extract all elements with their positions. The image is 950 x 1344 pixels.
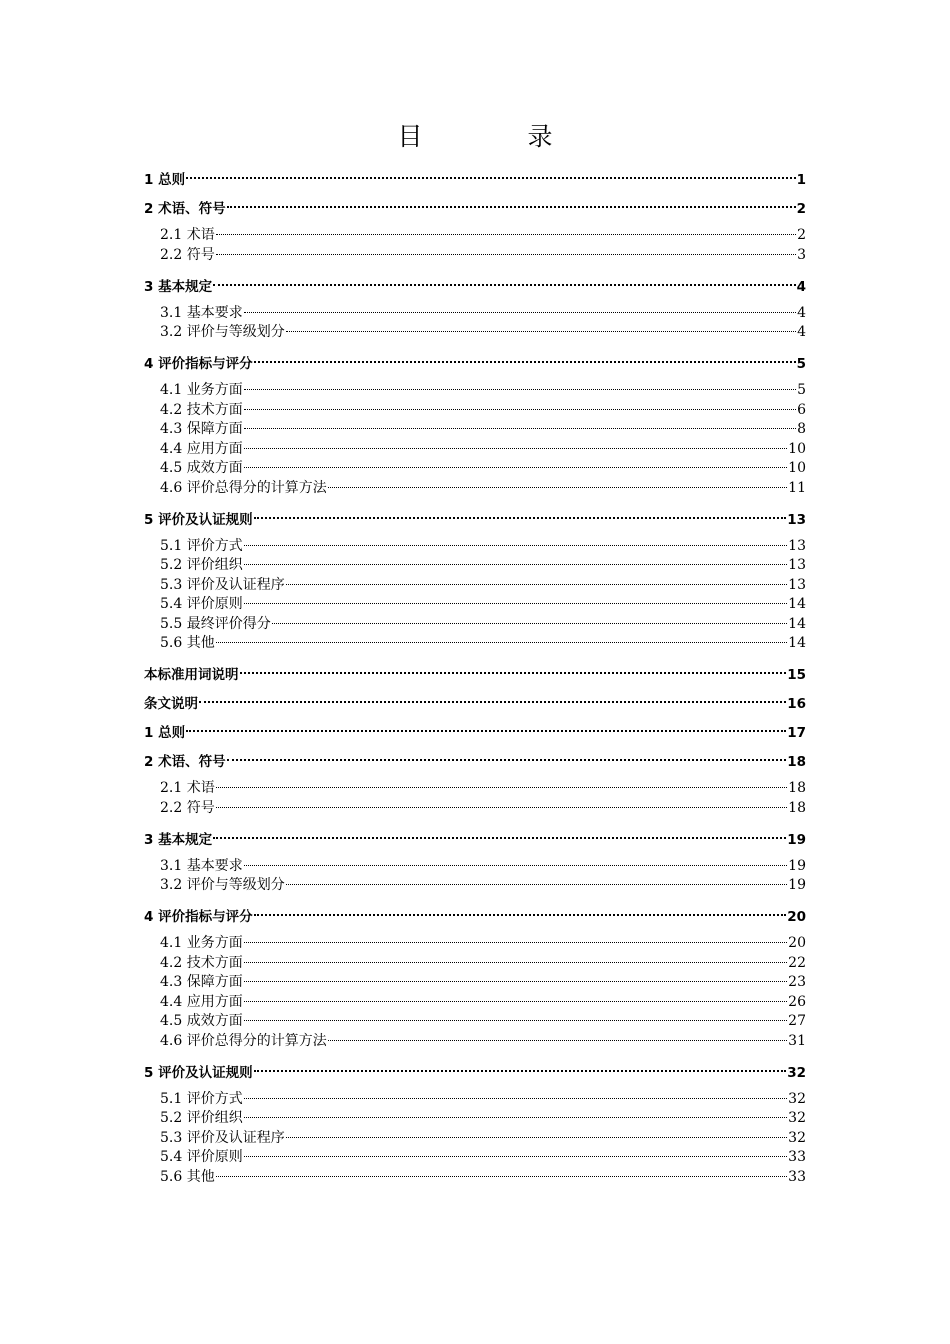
- toc-section-entry[interactable]: [144, 876, 806, 905]
- toc-entry-label: 4.6 评价总得分的计算方法: [160, 1032, 327, 1049]
- toc-entry-page-number: 4: [796, 278, 806, 295]
- dot-leader: [216, 642, 787, 643]
- toc-entry-label: 5.4 评价原则: [160, 1149, 243, 1165]
- toc-entry-page-number: 14: [788, 596, 806, 612]
- toc-entry-label: 1 总则: [144, 172, 186, 188]
- toc-section-entry[interactable]: [144, 1012, 806, 1032]
- toc-chapter-entry[interactable]: [144, 828, 806, 857]
- dot-leader: [244, 1098, 787, 1099]
- toc-entry-page-number: 27: [788, 1013, 806, 1029]
- toc-entry-page-number: 22: [788, 954, 806, 971]
- toc-entry-page-number: 32: [788, 1090, 806, 1107]
- toc-entry-page-number: 20: [787, 909, 806, 925]
- toc-entry-label: 5.3 评价及认证程序: [160, 1129, 285, 1146]
- toc-entry-page-number: 4: [797, 324, 806, 340]
- toc-entry-label: 4.5 成效方面: [160, 1013, 243, 1029]
- toc-entry-label: 4.5 成效方面: [160, 460, 243, 476]
- toc-entry-label: 5 评价及认证规则: [144, 511, 253, 528]
- toc-entry-page-number: 18: [788, 780, 806, 796]
- toc-entry-page-number: 32: [788, 1129, 806, 1146]
- dot-leader: [244, 428, 796, 429]
- toc-entry-page-number: 1: [796, 172, 806, 188]
- dot-leader: [254, 517, 787, 519]
- dot-leader: [244, 448, 787, 449]
- toc-entry-label: 4.6 评价总得分的计算方法: [160, 479, 327, 496]
- dot-leader: [244, 981, 787, 982]
- toc-entry-page-number: 13: [788, 576, 806, 593]
- dot-leader: [216, 1176, 787, 1177]
- dot-leader: [244, 962, 787, 963]
- toc-section-entry[interactable]: [144, 857, 806, 877]
- toc-section-entry[interactable]: [144, 595, 806, 615]
- toc-entry-page-number: 33: [788, 1149, 806, 1165]
- toc-entry-page-number: 13: [788, 537, 806, 554]
- toc-entry-page-number: 4: [797, 304, 806, 321]
- toc-entry-page-number: 2: [796, 201, 806, 217]
- dot-leader: [213, 284, 796, 286]
- toc-section-entry[interactable]: [144, 556, 806, 576]
- toc-section-entry[interactable]: [144, 459, 806, 479]
- dot-leader: [244, 389, 796, 390]
- dot-leader: [286, 584, 787, 585]
- toc-entry-page-number: 16: [787, 696, 806, 712]
- toc-entry-page-number: 15: [787, 667, 806, 683]
- dot-leader: [216, 234, 796, 235]
- toc-entry-label: 3 基本规定: [144, 831, 213, 848]
- toc-entry-page-number: 17: [787, 725, 806, 741]
- dot-leader: [227, 206, 796, 208]
- toc-chapter-entry[interactable]: [144, 721, 806, 750]
- toc-entry-label: 2 术语、符号: [144, 754, 226, 770]
- toc-entry-label: 1 总则: [144, 725, 186, 741]
- toc-section-entry[interactable]: [144, 479, 806, 508]
- dot-leader: [254, 914, 787, 916]
- toc-entry-label: 4 评价指标与评分: [144, 356, 253, 372]
- toc-entry-label: 4.4 应用方面: [160, 993, 243, 1010]
- dot-leader: [244, 1001, 787, 1002]
- toc-entry-label: 3.2 评价与等级划分: [160, 877, 285, 893]
- toc-entry-label: 4.3 保障方面: [160, 974, 243, 990]
- toc-entry-label: 2.1 术语: [160, 780, 215, 796]
- dot-leader: [244, 865, 787, 866]
- dot-leader: [244, 545, 787, 546]
- toc-section-entry[interactable]: [144, 304, 806, 324]
- toc-entry-label: 条文说明: [144, 696, 198, 712]
- dot-leader: [216, 254, 796, 255]
- toc-entry-label: 本标准用词说明: [144, 667, 239, 683]
- dot-leader: [254, 1070, 787, 1072]
- toc-entry-page-number: 32: [788, 1110, 806, 1126]
- toc-entry-label: 4 评价指标与评分: [144, 909, 253, 925]
- toc-chapter-entry[interactable]: [144, 750, 806, 779]
- toc-entry-label: 5.6 其他: [160, 1168, 215, 1185]
- dot-leader: [328, 1040, 787, 1041]
- dot-leader: [216, 807, 787, 808]
- toc-section-entry[interactable]: [144, 1109, 806, 1129]
- toc-entry-page-number: 13: [787, 511, 806, 528]
- dot-leader: [244, 942, 787, 943]
- toc-section-entry[interactable]: [144, 537, 806, 557]
- toc-entry-label: 5.4 评价原则: [160, 596, 243, 612]
- toc-section-entry[interactable]: [144, 420, 806, 440]
- table-of-contents: [144, 168, 806, 1197]
- toc-section-entry[interactable]: [144, 1032, 806, 1061]
- dot-leader: [186, 730, 786, 732]
- toc-entry-label: 5.1 评价方式: [160, 537, 243, 554]
- toc-entry-label: 4.1 业务方面: [160, 935, 243, 951]
- toc-section-entry[interactable]: [144, 615, 806, 635]
- toc-entry-label: 4.1 业务方面: [160, 382, 243, 398]
- toc-entry-page-number: 26: [788, 993, 806, 1010]
- toc-entry-label: 4.2 技术方面: [160, 954, 243, 971]
- dot-leader: [240, 672, 787, 674]
- toc-entry-page-number: 10: [788, 460, 806, 476]
- toc-entry-label: 3.1 基本要求: [160, 304, 243, 321]
- toc-chapter-entry[interactable]: [144, 1061, 806, 1090]
- toc-section-entry[interactable]: [144, 576, 806, 596]
- toc-entry-label: 3.1 基本要求: [160, 857, 243, 874]
- dot-leader: [244, 1020, 787, 1021]
- toc-entry-page-number: 8: [797, 421, 806, 437]
- toc-entry-label: 4.4 应用方面: [160, 440, 243, 457]
- toc-entry-page-number: 18: [787, 754, 806, 770]
- toc-entry-page-number: 11: [788, 479, 806, 496]
- toc-entry-label: 5 评价及认证规则: [144, 1064, 253, 1081]
- toc-entry-label: 5.3 评价及认证程序: [160, 576, 285, 593]
- toc-entry-label: 4.3 保障方面: [160, 421, 243, 437]
- toc-section-entry[interactable]: [144, 779, 806, 799]
- toc-entry-page-number: 19: [788, 857, 806, 874]
- toc-entry-page-number: 14: [788, 635, 806, 651]
- dot-leader: [272, 623, 787, 624]
- dot-leader: [244, 312, 796, 313]
- toc-entry-page-number: 33: [788, 1168, 806, 1185]
- toc-section-entry[interactable]: [144, 1129, 806, 1149]
- toc-entry-page-number: 6: [797, 401, 806, 418]
- toc-chapter-entry[interactable]: [144, 168, 806, 197]
- toc-entry-label: 2.2 符号: [160, 246, 215, 263]
- toc-entry-label: 5.1 评价方式: [160, 1090, 243, 1107]
- toc-section-entry[interactable]: [144, 993, 806, 1013]
- toc-chapter-entry[interactable]: [144, 692, 806, 721]
- toc-section-entry[interactable]: [144, 381, 806, 401]
- dot-leader: [244, 1156, 787, 1157]
- toc-entry-label: 3.2 评价与等级划分: [160, 324, 285, 340]
- toc-entry-page-number: 19: [788, 877, 806, 893]
- dot-leader: [244, 467, 787, 468]
- toc-entry-label: 2.2 符号: [160, 799, 215, 816]
- toc-section-entry[interactable]: [144, 799, 806, 828]
- toc-section-entry[interactable]: [144, 323, 806, 352]
- toc-entry-page-number: 20: [788, 935, 806, 951]
- toc-section-entry[interactable]: [144, 973, 806, 993]
- toc-section-entry[interactable]: [144, 954, 806, 974]
- toc-section-entry[interactable]: [144, 1090, 806, 1110]
- toc-chapter-entry[interactable]: [144, 663, 806, 692]
- toc-entry-page-number: 5: [797, 382, 806, 398]
- toc-entry-label: 4.2 技术方面: [160, 401, 243, 418]
- dot-leader: [244, 564, 787, 565]
- toc-section-entry[interactable]: [144, 246, 806, 275]
- dot-leader: [227, 759, 787, 761]
- toc-entry-label: 2.1 术语: [160, 227, 215, 243]
- toc-entry-page-number: 23: [788, 974, 806, 990]
- dot-leader: [186, 177, 796, 179]
- toc-entry-label: 3 基本规定: [144, 278, 213, 295]
- dot-leader: [199, 701, 786, 703]
- toc-entry-page-number: 32: [787, 1064, 806, 1081]
- dot-leader: [286, 884, 787, 885]
- toc-chapter-entry[interactable]: [144, 905, 806, 934]
- dot-leader: [244, 409, 796, 410]
- toc-entry-page-number: 5: [796, 356, 806, 372]
- toc-entry-page-number: 3: [797, 246, 806, 263]
- dot-leader: [216, 787, 787, 788]
- toc-entry-label: 5.2 评价组织: [160, 1110, 243, 1126]
- toc-section-entry[interactable]: [144, 401, 806, 421]
- dot-leader: [286, 331, 796, 332]
- toc-entry-label: 5.2 评价组织: [160, 557, 243, 573]
- toc-section-entry[interactable]: [144, 1168, 806, 1197]
- dot-leader: [286, 1137, 787, 1138]
- toc-section-entry[interactable]: [144, 934, 806, 954]
- dot-leader: [213, 837, 786, 839]
- toc-chapter-entry[interactable]: [144, 275, 806, 304]
- toc-entry-page-number: 10: [788, 440, 806, 457]
- toc-entry-label: 5.6 其他: [160, 635, 215, 651]
- toc-chapter-entry[interactable]: [144, 197, 806, 226]
- toc-section-entry[interactable]: [144, 226, 806, 246]
- toc-section-entry[interactable]: [144, 634, 806, 663]
- toc-section-entry[interactable]: [144, 1148, 806, 1168]
- toc-entry-page-number: 14: [788, 615, 806, 632]
- toc-entry-page-number: 18: [788, 799, 806, 816]
- toc-title: 目 录: [397, 122, 593, 151]
- dot-leader: [328, 487, 787, 488]
- toc-entry-label: 5.5 最终评价得分: [160, 615, 271, 632]
- toc-entry-page-number: 31: [788, 1032, 806, 1049]
- toc-chapter-entry[interactable]: [144, 352, 806, 381]
- dot-leader: [254, 361, 796, 363]
- toc-section-entry[interactable]: [144, 440, 806, 460]
- toc-entry-page-number: 13: [788, 557, 806, 573]
- toc-entry-label: 2 术语、符号: [144, 201, 226, 217]
- toc-entry-page-number: 19: [787, 831, 806, 848]
- dot-leader: [244, 1117, 787, 1118]
- toc-chapter-entry[interactable]: [144, 508, 806, 537]
- toc-entry-page-number: 2: [797, 227, 806, 243]
- dot-leader: [244, 603, 787, 604]
